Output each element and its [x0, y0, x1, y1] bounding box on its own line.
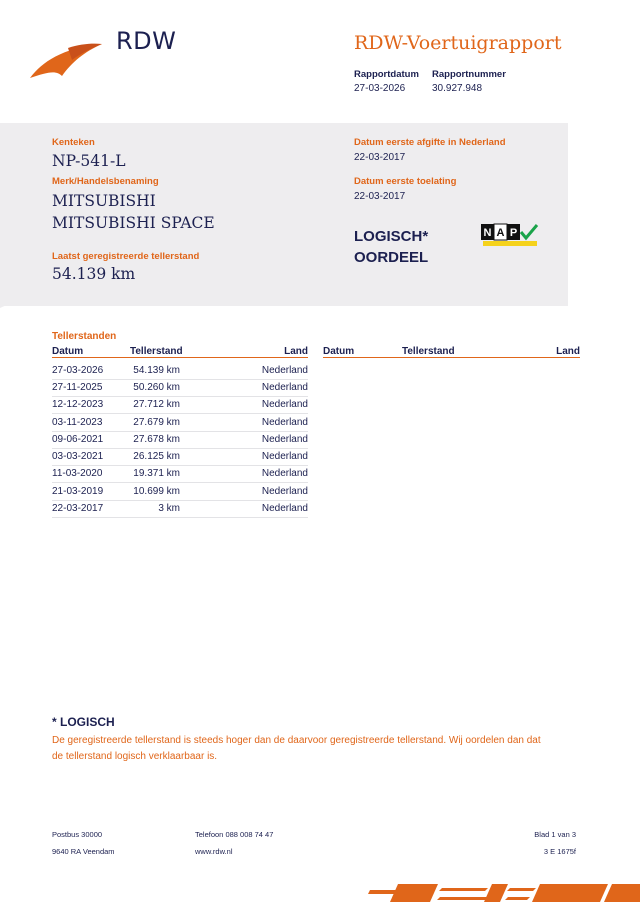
- cell-date: 27-11-2025: [52, 382, 103, 393]
- plate-label: Kenteken: [52, 137, 95, 148]
- verdict-line2: OORDEEL: [354, 249, 429, 266]
- nap-logo-icon: [481, 223, 539, 249]
- footer-code: 3 E 1675f: [543, 847, 576, 856]
- table-row: [52, 414, 308, 432]
- cell-date: 11-03-2020: [52, 468, 103, 479]
- odometer-value: 54.139 km: [52, 265, 136, 283]
- footnote-text: De geregistreerde tellerstand is steeds hoger dan de daarvoor geregistreerde tellerstand. Wij oordelen dan dat de tellerstand logisch verklaarbaar is.: [52, 735, 541, 762]
- table-row: [52, 362, 308, 380]
- cell-land: Nederland: [261, 468, 308, 479]
- footer-city: 9640 RA Veendam: [52, 847, 115, 856]
- first-admission-label: Datum eerste toelating: [354, 176, 457, 187]
- nap-letter-a: A: [496, 227, 505, 239]
- cell-land: Nederland: [261, 399, 308, 410]
- cell-km: 50.260 km: [133, 382, 180, 393]
- first-issue-nl-value: 22-03-2017: [354, 152, 406, 163]
- footer-postbus: Postbus 30000: [52, 830, 103, 839]
- cell-date: 21-03-2019: [52, 486, 104, 497]
- logo-text: RDW: [116, 27, 177, 55]
- cell-date: 27-03-2026: [52, 365, 104, 376]
- verdict: [354, 226, 428, 268]
- col-header-km-right: Tellerstand: [402, 346, 455, 357]
- nap-letter-p: P: [509, 227, 518, 239]
- report-date-label: Rapportdatum: [354, 69, 419, 80]
- footer-website[interactable]: www.rdw.nl: [195, 847, 233, 856]
- cell-date: 12-12-2023: [52, 399, 104, 410]
- cell-land: Nederland: [261, 503, 308, 514]
- cell-km: 10.699 km: [133, 486, 180, 497]
- model-value: MITSUBISHI SPACE: [52, 214, 215, 232]
- verdict-line1: LOGISCH*: [354, 228, 429, 245]
- cell-km: 54.139 km: [133, 365, 180, 376]
- header-divider: [52, 357, 308, 358]
- rdw-logo-wing-icon: [28, 40, 104, 80]
- cell-date: 09-06-2021: [52, 434, 104, 445]
- table-row: [52, 500, 308, 518]
- col-header-km: Tellerstand: [130, 346, 183, 357]
- cell-km: 3 km: [158, 503, 180, 514]
- footer-phone: Telefoon 088 008 74 47: [195, 830, 274, 839]
- cell-date: 03-11-2023: [52, 417, 103, 428]
- brand-label: Merk/Handelsbenaming: [52, 176, 159, 187]
- footnote-title: * LOGISCH: [52, 715, 115, 729]
- panel-notch: [0, 290, 40, 308]
- cell-land: Nederland: [261, 486, 308, 497]
- cell-land: Nederland: [261, 451, 308, 462]
- col-header-date: Datum: [52, 346, 84, 357]
- footer-stripes-decoration: [368, 880, 640, 906]
- cell-land: Nederland: [261, 434, 308, 445]
- cell-km: 27.679 km: [133, 417, 180, 428]
- cell-km: 26.125 km: [133, 451, 180, 462]
- report-date-value: 27-03-2026: [354, 83, 406, 94]
- first-issue-nl-label: Datum eerste afgifte in Nederland: [354, 137, 506, 148]
- cell-land: Nederland: [261, 365, 308, 376]
- col-header-land: Land: [284, 346, 308, 357]
- odometer-label: Laatst geregistreerde tellerstand: [52, 251, 200, 262]
- table-row: [52, 431, 308, 449]
- table-row: [52, 448, 308, 466]
- footer-page: Blad 1 van 3: [534, 830, 576, 839]
- brand-value: MITSUBISHI: [52, 192, 156, 210]
- plate-value: NP-541-L: [52, 152, 126, 170]
- first-admission-value: 22-03-2017: [354, 191, 406, 202]
- cell-date: 03-03-2021: [52, 451, 104, 462]
- col-header-land-right: Land: [556, 346, 580, 357]
- table-row: [52, 465, 308, 483]
- report-number-value: 30.927.948: [432, 83, 483, 94]
- table-row: [52, 483, 308, 501]
- cell-km: 27.678 km: [133, 434, 180, 445]
- col-header-date-right: Datum: [323, 346, 355, 357]
- cell-km: 19.371 km: [133, 468, 180, 479]
- cell-land: Nederland: [261, 382, 308, 393]
- table-row: [52, 396, 308, 414]
- cell-date: 22-03-2017: [52, 503, 104, 514]
- header-divider-right: [323, 357, 580, 358]
- readings-title: Tellerstanden: [52, 331, 117, 342]
- report-number-label: Rapportnummer: [432, 69, 506, 80]
- report-title: RDW-Voertuigrapport: [354, 32, 562, 54]
- nap-letter-n: N: [483, 227, 492, 239]
- cell-km: 27.712 km: [133, 399, 180, 410]
- cell-land: Nederland: [261, 417, 308, 428]
- table-row: [52, 379, 308, 397]
